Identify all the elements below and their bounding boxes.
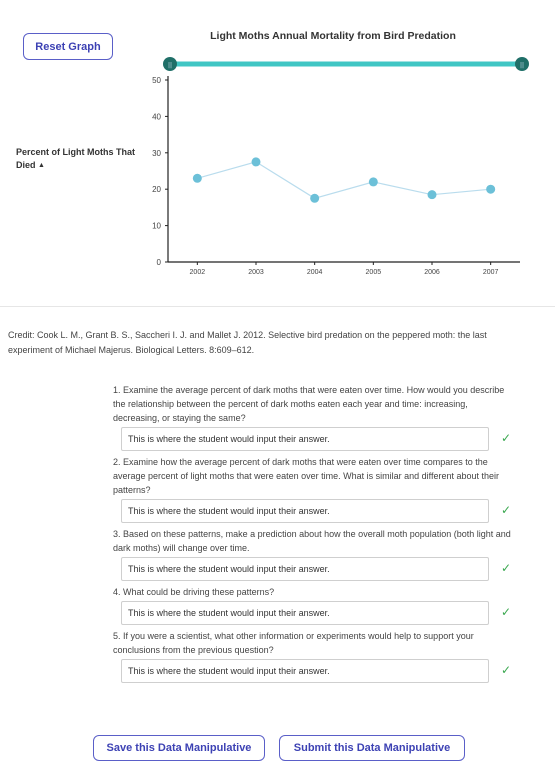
series-line: [197, 162, 490, 198]
y-axis-label: [16, 146, 136, 172]
question-3: [113, 527, 513, 581]
question-text: [113, 585, 513, 599]
check-icon: ✓: [501, 561, 512, 575]
check-icon: ✓: [501, 663, 512, 677]
question-body: What could be driving these patterns?: [123, 587, 275, 597]
y-tick-label: 40: [152, 112, 161, 122]
question-number: 3.: [113, 529, 121, 539]
x-tick-label: 2003: [248, 269, 264, 276]
question-number: 2.: [113, 457, 121, 467]
y-tick-label: 20: [152, 185, 161, 195]
reset-graph-button[interactable]: Reset Graph: [23, 33, 113, 60]
answer-input[interactable]: This is where the student would input their answer.: [121, 427, 489, 451]
question-list: [113, 383, 513, 687]
question-number: 4.: [113, 587, 121, 597]
question-body: If you were a scientist, what other information or experiments would help to support your conclusions from the previous question?: [113, 631, 474, 655]
question-4: [113, 585, 513, 625]
data-point[interactable]: [486, 185, 495, 194]
question-text: [113, 455, 513, 497]
data-point[interactable]: [310, 194, 319, 203]
submit-button[interactable]: Submit this Data Manipulative: [279, 735, 465, 761]
question-number: 5.: [113, 631, 121, 641]
data-point[interactable]: [252, 157, 261, 166]
chart-title: Light Moths Annual Mortality from Bird Predation: [210, 30, 456, 42]
y-tick-label: 30: [152, 148, 161, 158]
question-text: [113, 629, 513, 657]
answer-input[interactable]: This is where the student would input their answer.: [121, 659, 489, 683]
question-2: [113, 455, 513, 523]
question-number: 1.: [113, 385, 121, 395]
data-point[interactable]: [193, 174, 202, 183]
divider: [0, 306, 555, 307]
check-icon: ✓: [501, 503, 512, 517]
data-point[interactable]: [428, 190, 437, 199]
question-text: [113, 383, 513, 425]
handle-grip-icon: ||: [519, 62, 525, 69]
answer-input[interactable]: This is where the student would input their answer.: [121, 601, 489, 625]
answer-row: [121, 499, 513, 523]
x-tick-label: 2002: [189, 269, 206, 276]
handle-grip-icon: ||: [167, 62, 173, 69]
answer-row: [121, 659, 513, 683]
question-1: [113, 383, 513, 451]
question-body: Based on these patterns, make a prediction about how the overall moth population (both light and dark moths) will change over time.: [113, 529, 511, 553]
check-icon: ✓: [501, 431, 512, 445]
x-tick-label: 2007: [482, 269, 499, 276]
sort-arrow-icon[interactable]: ▲: [38, 162, 45, 170]
x-tick-label: 2004: [306, 269, 323, 276]
y-tick-label: 50: [152, 76, 161, 85]
y-tick-label: 10: [152, 221, 161, 231]
save-button[interactable]: Save this Data Manipulative: [93, 735, 265, 761]
answer-input[interactable]: This is where the student would input their answer.: [121, 499, 489, 523]
graph-panel: [0, 0, 555, 305]
question-body: Examine how the average percent of dark moths that were eaten over time compares to the average percent of light moths that were eaten over time. What is similar and different about their patterns?: [113, 457, 500, 495]
question-body: Examine the average percent of dark moths that were eaten over time. How would you describe the relationship between the percent of dark moths eaten each year and time: increasing, decreasing, or staying the same?: [113, 385, 505, 423]
question-5: [113, 629, 513, 683]
question-text: [113, 527, 513, 555]
x-tick-label: 2006: [424, 269, 440, 276]
y-axis-label-text: Percent of Light Moths That Died: [16, 147, 135, 170]
y-tick-label: 0: [156, 258, 161, 267]
check-icon: ✓: [501, 605, 512, 619]
answer-row: [121, 427, 513, 451]
answer-input[interactable]: This is where the student would input their answer.: [121, 557, 489, 581]
credit-text: Credit: Cook L. M., Grant B. S., Saccheri I. J. and Mallet J. 2012. Selective bird predation on the peppered moth: the last experiment of Michael Majerus. Biological Letters. 8:609–612.: [8, 330, 487, 355]
x-tick-label: 2005: [365, 269, 382, 276]
answer-row: [121, 601, 513, 625]
answer-row: [121, 557, 513, 581]
data-point[interactable]: [369, 177, 378, 186]
